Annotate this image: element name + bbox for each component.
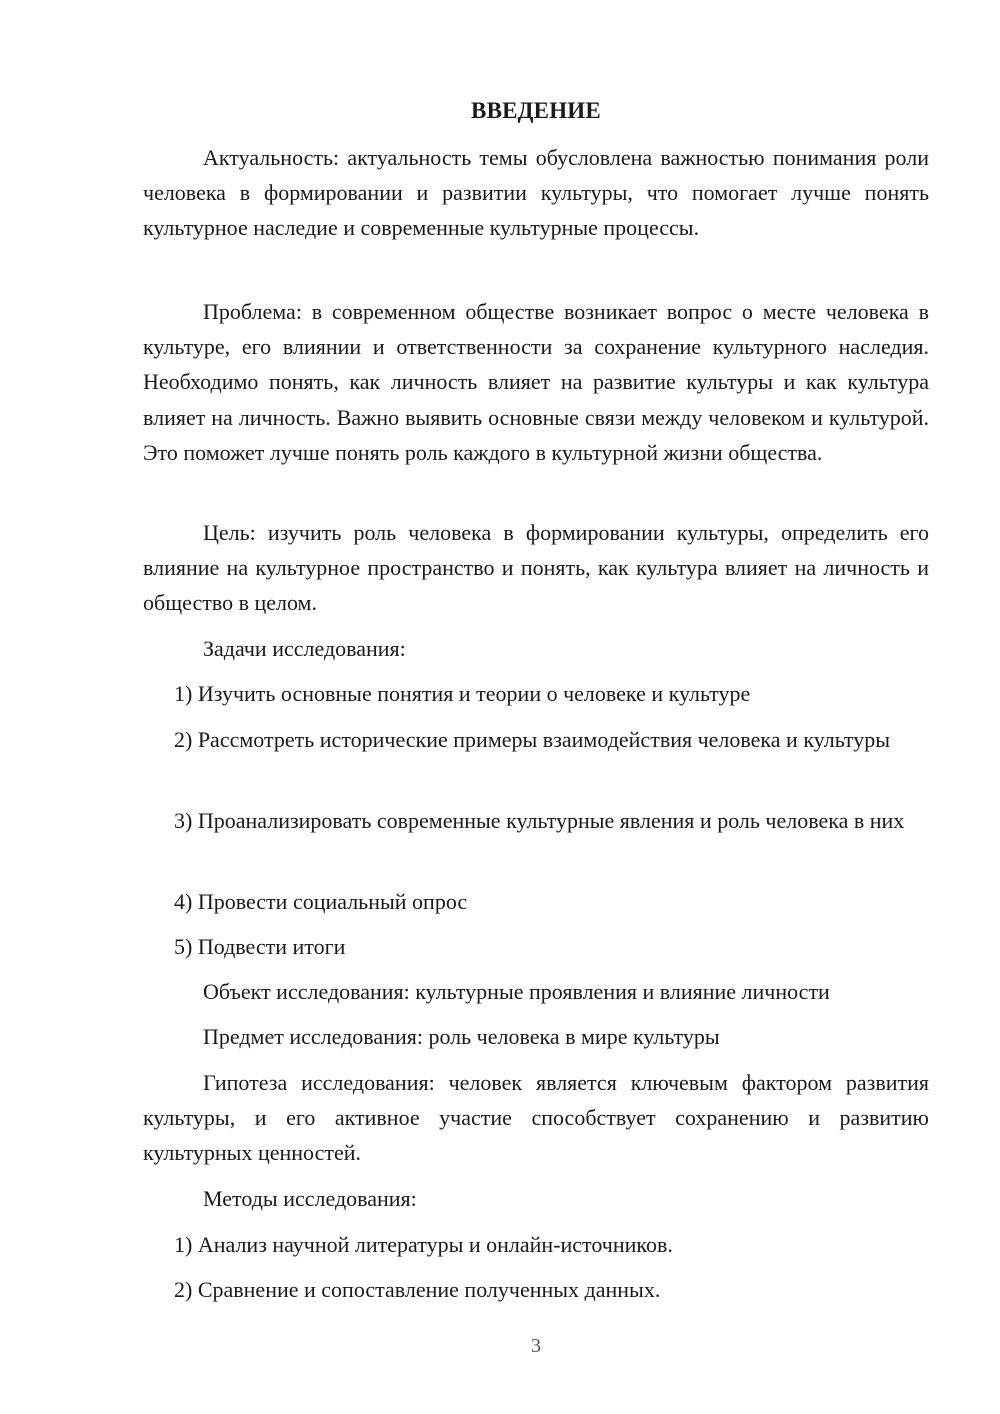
task-item-3: 3) Проанализировать современные культурные явления и роль человека в них <box>174 808 905 833</box>
method-item-1: 1) Анализ научной литературы и онлайн-источников. <box>174 1232 673 1257</box>
page-number: 3 <box>531 1335 541 1357</box>
task-item-5: 5) Подвести итоги <box>174 934 346 959</box>
method-item-2: 2) Сравнение и сопоставление полученных данных. <box>174 1277 661 1302</box>
task-item-4: 4) Провести социальный опрос <box>174 889 468 914</box>
relevance-paragraph: Актуальность: актуальность темы обусловлена важностью понимания роли человека в формировании и развитии культуры, что помогает лучше понять культурное наследие и современные культурные процессы. <box>143 145 929 241</box>
tasks-heading: Задачи исследования: <box>203 636 406 661</box>
research-object: Объект исследования: культурные проявления и влияние личности <box>203 979 830 1004</box>
task-item-2: 2) Рассмотреть исторические примеры взаимодействия человека и культуры <box>174 727 891 752</box>
section-heading: ВВЕДЕНИЕ <box>471 98 601 123</box>
document-page <box>143 0 929 1414</box>
hypothesis-paragraph: Гипотеза исследования: человек является ключевым фактором развития культуры, и его активное участие способствует сохранению и развитию культурных ценностей. <box>143 1070 929 1166</box>
goal-paragraph: Цель: изучить роль человека в формировании культуры, определить его влияние на культурное пространство и понять, как культура влияет на личность и общество в целом. <box>143 520 929 616</box>
task-item-1: 1) Изучить основные понятия и теории о человеке и культуре <box>174 681 751 706</box>
problem-paragraph: Проблема: в современном обществе возникает вопрос о месте человека в культуре, его влиянии и ответственности за сохранение культурного наследия. Необходимо понять, как личность влияет на развитие культуры и как культура влияет на личность. Важно выявить основные связи между человеком и культурой. Это поможет лучше понять роль каждого в культурной жизни общества. <box>143 299 929 465</box>
methods-heading: Методы исследования: <box>203 1186 417 1211</box>
research-subject: Предмет исследования: роль человека в мире культуры <box>203 1024 720 1049</box>
